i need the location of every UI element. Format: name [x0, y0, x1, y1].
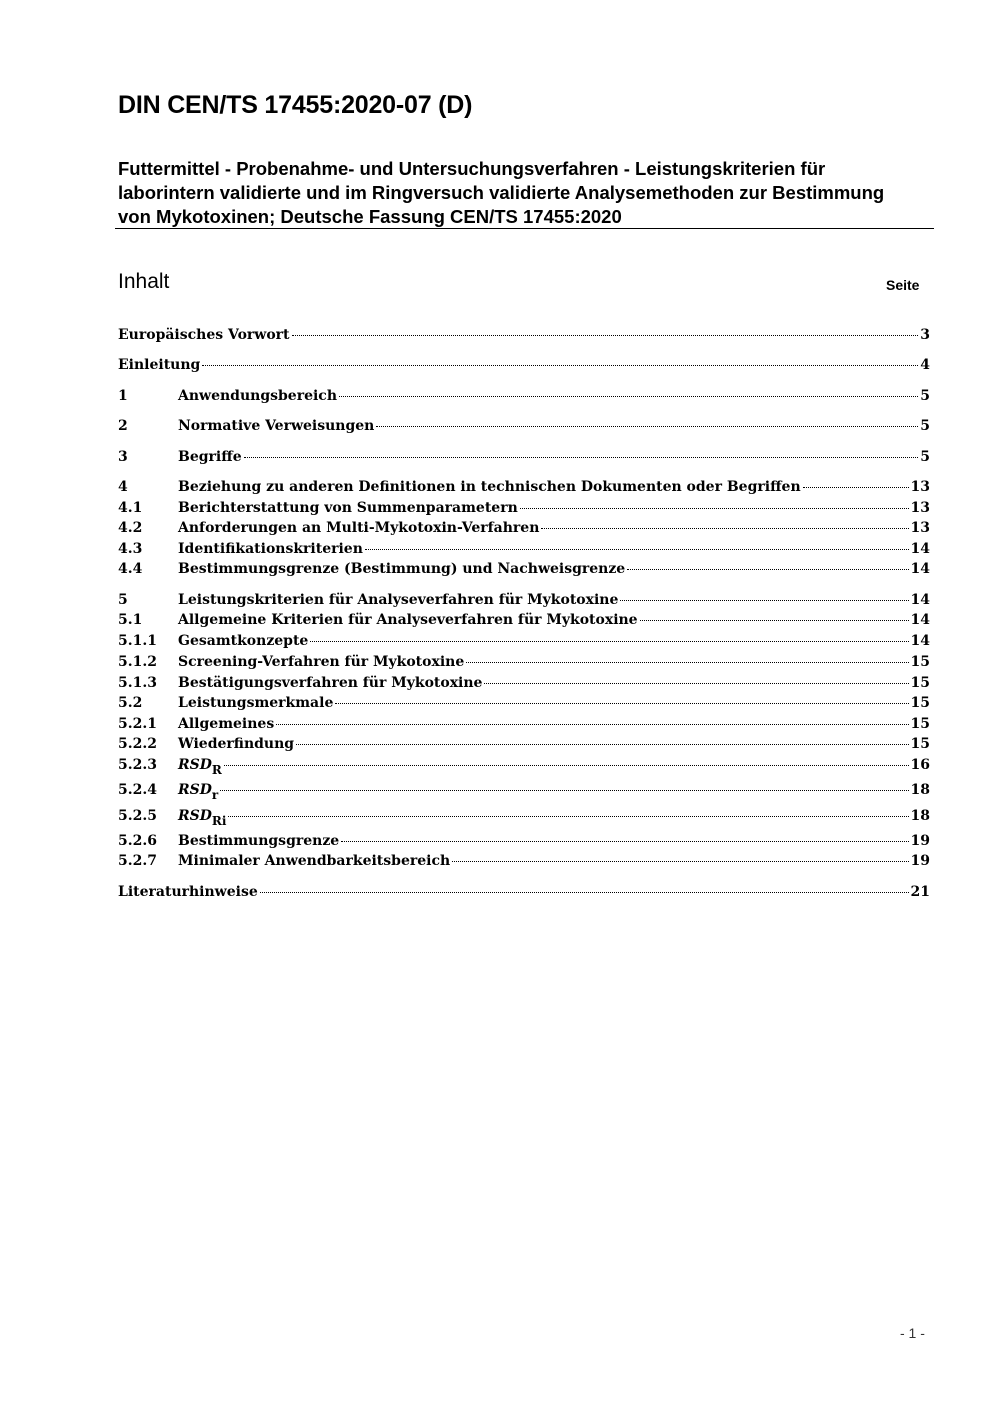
toc-entry[interactable]: [118, 673, 930, 693]
toc-entry-page: 5: [920, 449, 930, 465]
toc-entry-number: 2: [118, 418, 128, 434]
toc-entry-number: 5: [118, 592, 128, 608]
toc-entry-page: 21: [910, 884, 930, 900]
toc-dot-leader: [335, 703, 908, 704]
toc-entry-page: 14: [910, 612, 930, 628]
toc-entry-title: Berichterstattung von Summenparametern: [178, 500, 518, 516]
toc-entry-page: 5: [920, 388, 930, 404]
toc-dot-leader: [296, 744, 908, 745]
title-divider: [115, 228, 934, 229]
toc-entry-number: 5.2.5: [118, 808, 157, 824]
toc-entry[interactable]: [118, 851, 930, 871]
toc-dot-leader: [520, 508, 909, 509]
toc-entry-title: Allgemeines: [178, 716, 275, 732]
toc-entry-page: 19: [910, 853, 930, 869]
toc-entry-title: Gesamtkonzepte: [178, 633, 309, 649]
toc-dot-leader: [228, 816, 908, 817]
toc-dot-leader: [640, 620, 909, 621]
toc-entry-page: 15: [910, 716, 930, 732]
toc-entry-number: 4.1: [118, 500, 143, 516]
toc-entry-page: 15: [910, 695, 930, 711]
toc-entry-title: Anforderungen an Multi-Mykotoxin-Verfahren: [178, 520, 540, 536]
toc-page-column-label: Seite: [886, 277, 920, 293]
toc-dot-leader: [310, 641, 908, 642]
toc-entry-title: Begriffe: [178, 449, 242, 465]
toc-entry-title: Bestimmungsgrenze (Bestimmung) und Nachweisgrenze: [178, 561, 626, 577]
toc-entry[interactable]: [118, 355, 930, 375]
toc-entry-title: [178, 780, 218, 800]
toc-entry-page: 16: [910, 757, 930, 773]
toc-entry-title: Screening-Verfahren für Mykotoxine: [178, 654, 465, 670]
toc-entry[interactable]: [118, 631, 930, 651]
toc-entry-number: 1: [118, 388, 128, 404]
toc-entry-title-subscript: R: [211, 763, 222, 777]
page-number: - 1 -: [900, 1325, 925, 1341]
toc-entry[interactable]: [118, 882, 930, 902]
toc-dot-leader: [224, 765, 909, 766]
toc-entry-page: 5: [920, 418, 930, 434]
toc-dot-leader: [376, 426, 918, 427]
toc-heading: Inhalt: [118, 270, 170, 293]
toc-entry-page: 18: [910, 782, 930, 798]
toc-entry[interactable]: [118, 714, 930, 734]
toc-dot-leader: [803, 487, 909, 488]
toc-entry[interactable]: [118, 477, 930, 497]
toc-dot-leader: [260, 892, 909, 893]
toc-dot-leader: [484, 683, 908, 684]
toc-entry-page: 19: [910, 833, 930, 849]
toc-dot-leader: [339, 396, 918, 397]
toc-entry-title-subscript: Ri: [211, 814, 227, 828]
toc-entry[interactable]: [118, 755, 930, 775]
toc-entry[interactable]: [118, 652, 930, 672]
document-id: DIN CEN/TS 17455:2020-07 (D): [118, 91, 473, 119]
toc-entry-number: 5.1.2: [118, 654, 157, 670]
toc-entry-number: 5.2.4: [118, 782, 157, 798]
toc-entry-number: 4.4: [118, 561, 143, 577]
toc-entry[interactable]: [118, 325, 930, 345]
toc-entry-number: 5.2.6: [118, 833, 157, 849]
toc-dot-leader: [541, 528, 908, 529]
toc-entry-title: Bestimmungsgrenze: [178, 833, 340, 849]
toc-entry[interactable]: [118, 539, 930, 559]
toc-dot-leader: [244, 457, 919, 458]
toc-entry-page: 13: [910, 500, 930, 516]
toc-entry[interactable]: [118, 590, 930, 610]
toc-dot-leader: [466, 662, 908, 663]
toc-entry-page: 14: [910, 633, 930, 649]
toc-entry-title: Beziehung zu anderen Definitionen in technischen Dokumenten oder Begriffen: [178, 479, 801, 495]
toc-dot-leader: [220, 790, 908, 791]
toc-entry[interactable]: [118, 498, 930, 518]
toc-entry-page: 14: [910, 561, 930, 577]
toc-entry-title: Leistungskriterien für Analyseverfahren für Mykotoxine: [178, 592, 619, 608]
toc-entry-page: 15: [910, 675, 930, 691]
toc-entry-page: 18: [910, 808, 930, 824]
toc-entry-title: Literaturhinweise: [118, 884, 258, 900]
toc-entry-number: 4.2: [118, 520, 143, 536]
toc-entry-title: Einleitung: [118, 357, 201, 373]
toc-entry-number: 4.3: [118, 541, 143, 557]
toc-entry[interactable]: [118, 518, 930, 538]
toc-entry-number: 5.1.3: [118, 675, 157, 691]
toc-entry[interactable]: [118, 610, 930, 630]
toc-dot-leader: [341, 841, 908, 842]
toc-entry-title: Wiederfindung: [178, 736, 295, 752]
toc-entry-number: 5.1: [118, 612, 143, 628]
toc-entry-page: 15: [910, 736, 930, 752]
toc-dot-leader: [292, 335, 919, 336]
toc-entry[interactable]: [118, 734, 930, 754]
toc-entry-title: Bestätigungsverfahren für Mykotoxine: [178, 675, 483, 691]
toc-entry-title-subscript: r: [211, 788, 219, 802]
document-title: Futtermittel - Probenahme- und Untersuchungsverfahren - Leistungskriterien für laborintern validierte und im Ringversuch validierte Analysemethoden zur Bestimmung von Mykotoxinen; Deutsche Fassung CEN/TS 17455:2020: [118, 158, 885, 227]
toc-entry-title: Identifikationskriterien: [178, 541, 363, 557]
toc-entry-title: [178, 806, 226, 826]
toc-entry-page: 4: [920, 357, 930, 373]
toc-entry-title: Normative Verweisungen: [178, 418, 375, 434]
toc-entry-title: Europäisches Vorwort: [118, 327, 290, 343]
toc-entry-number: 5.2.3: [118, 757, 157, 773]
toc-entry-number: 5.2.7: [118, 853, 157, 869]
toc-entry-number: 5.2.1: [118, 716, 157, 732]
toc-entry-page: 14: [910, 592, 930, 608]
toc-entry[interactable]: [118, 447, 930, 467]
toc-entry-title-symbol: RSD: [178, 757, 212, 773]
toc-entry-number: 3: [118, 449, 128, 465]
toc-entry-page: 13: [910, 479, 930, 495]
toc-entry[interactable]: [118, 780, 930, 800]
toc-dot-leader: [202, 365, 918, 366]
toc-dot-leader: [452, 861, 908, 862]
toc-entry-page: 13: [910, 520, 930, 536]
toc-entry-number: 4: [118, 479, 128, 495]
toc-entry-number: 5.1.1: [118, 633, 157, 649]
toc-entry-title: Leistungsmerkmale: [178, 695, 334, 711]
toc-entry[interactable]: [118, 416, 930, 436]
toc-entry-title: Minimaler Anwendbarkeitsbereich: [178, 853, 451, 869]
toc-entry-page: 15: [910, 654, 930, 670]
toc-entry-page: 3: [920, 327, 930, 343]
toc-entry[interactable]: [118, 559, 930, 579]
toc-entry-title-symbol: RSD: [178, 808, 212, 824]
toc-entry-title: Allgemeine Kriterien für Analyseverfahren für Mykotoxine: [178, 612, 638, 628]
toc-entry-number: 5.2.2: [118, 736, 157, 752]
toc-entry-title: [178, 755, 222, 775]
toc-dot-leader: [365, 549, 909, 550]
toc-dot-leader: [620, 600, 908, 601]
toc-entry-number: 5.2: [118, 695, 143, 711]
toc-dot-leader: [627, 569, 908, 570]
toc-entry[interactable]: [118, 831, 930, 851]
toc-entry-title: Anwendungsbereich: [178, 388, 337, 404]
toc-entry-page: 14: [910, 541, 930, 557]
toc-dot-leader: [276, 724, 908, 725]
toc-entry[interactable]: [118, 386, 930, 406]
toc-entry[interactable]: [118, 806, 930, 826]
toc-entry[interactable]: [118, 693, 930, 713]
toc-entry-title-symbol: RSD: [178, 782, 212, 798]
